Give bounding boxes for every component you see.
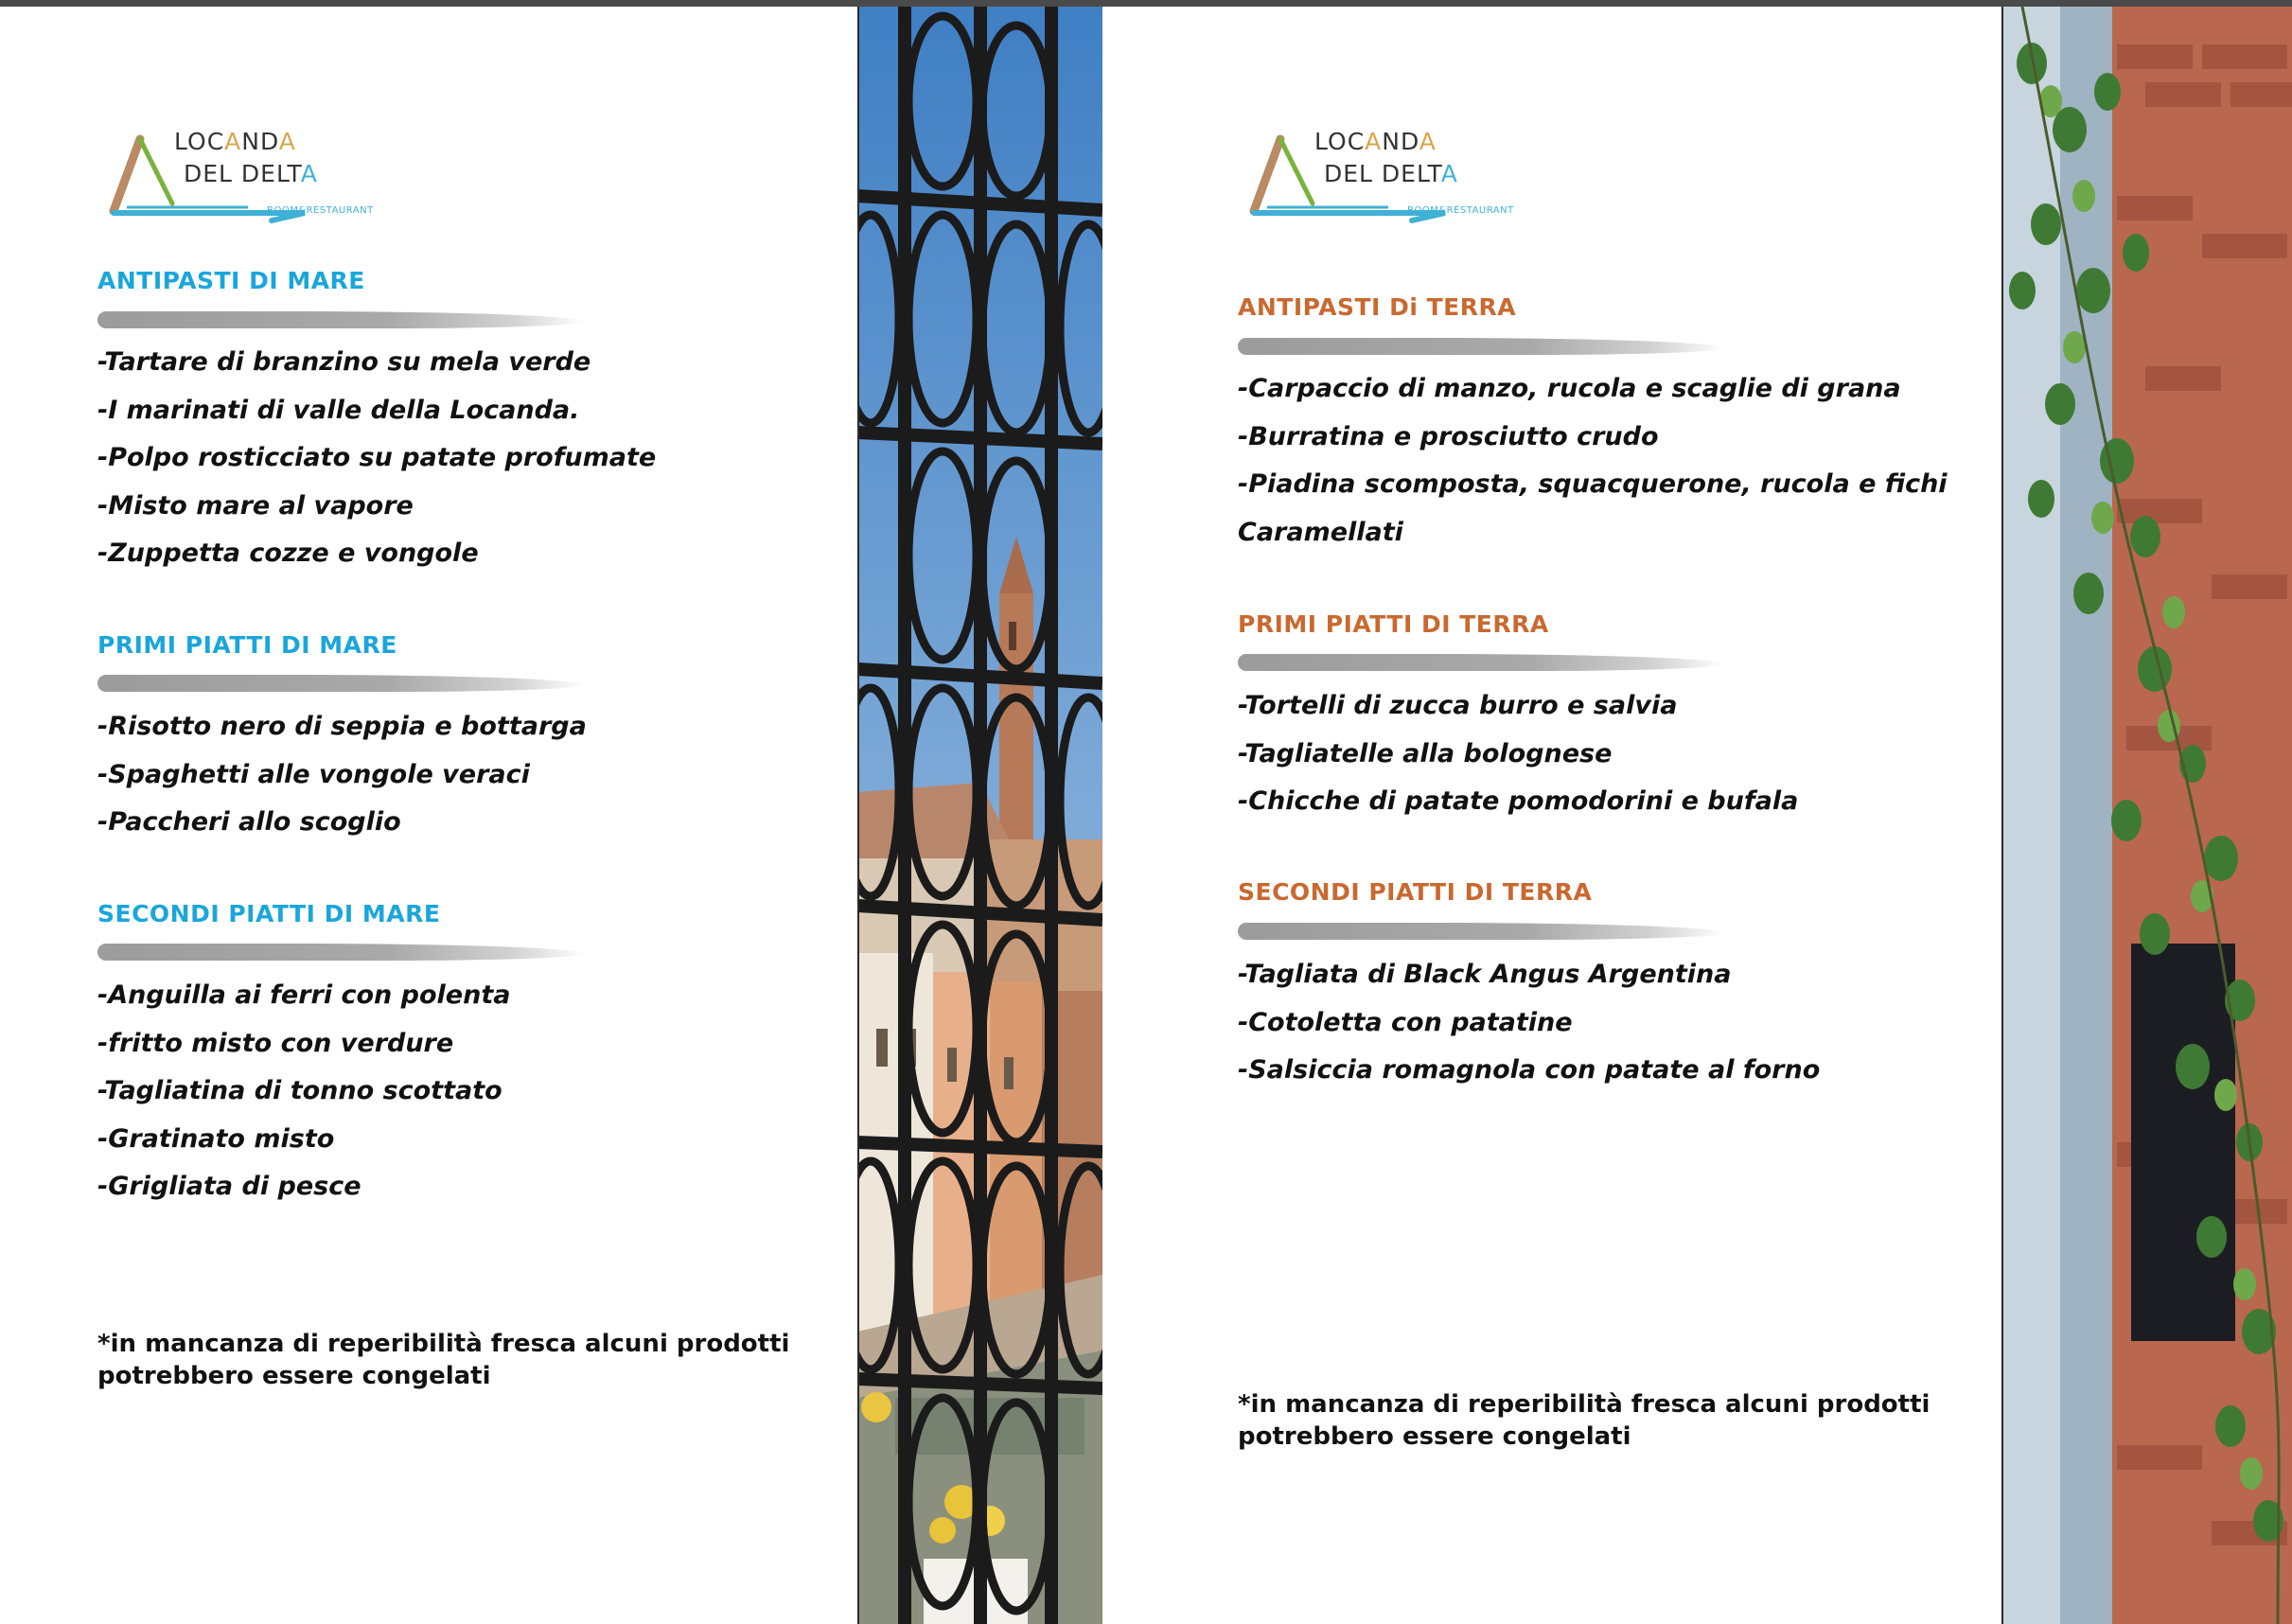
frozen-products-note xyxy=(1238,1388,1957,1453)
menu-item: -Spaghetti alle vongole veraci xyxy=(97,760,530,789)
note-line: potrebbero essere congelati xyxy=(97,1362,491,1390)
section-title-secondi-terra: SECONDI PIATTI DI TERRA xyxy=(1238,878,1593,906)
logo-text-locanda: LOCANDA xyxy=(1314,128,1437,155)
menu-item: -Burratina e prosciutto crudo xyxy=(1238,422,1659,451)
menu-item: -Grigliata di pesce xyxy=(97,1172,361,1201)
menu-item: -Tagliata di Black Angus Argentina xyxy=(1238,960,1732,989)
note-line: *in mancanza di reperibilità fresca alcuni prodotti xyxy=(1238,1390,1931,1419)
section-title-primi-terra: PRIMI PIATTI DI TERRA xyxy=(1238,610,1549,638)
menu-item: -Tortelli di zucca burro e salvia xyxy=(1238,691,1678,720)
menu-item: -Anguilla ai ferri con polenta xyxy=(97,980,511,1010)
menu-item: -Chicche di patate pomodorini e bufala xyxy=(1238,786,1799,816)
menu-item: -Salsiccia romagnola con patate al forno xyxy=(1238,1055,1821,1085)
page-edge xyxy=(857,7,859,1624)
menu-item: -Tagliatina di tonno scottato xyxy=(97,1076,502,1105)
logo-subtitle: ROOM&RESTAURANT xyxy=(267,205,374,216)
locanda-logo xyxy=(106,128,418,232)
note-line: potrebbero essere congelati xyxy=(1238,1422,1631,1451)
brush-divider xyxy=(1238,338,1725,355)
menu-item: -Tartare di branzino su mela verde xyxy=(97,347,591,377)
section-title-secondi-mare: SECONDI PIATTI DI MARE xyxy=(97,900,441,927)
menu-item: -I marinati di valle della Locanda. xyxy=(97,396,580,425)
note-line: *in mancanza di reperibilità fresca alcuni prodotti xyxy=(97,1330,790,1358)
menu-page-mare xyxy=(0,7,857,1624)
logo-text-locanda: LOCANDA xyxy=(174,128,296,155)
brush-divider xyxy=(97,944,585,961)
photo-canal-through-grille xyxy=(857,7,1102,1624)
menu-item: -Gratinato misto xyxy=(97,1124,335,1154)
menu-item: -Cotoletta con patatine xyxy=(1238,1008,1573,1037)
logo-text-del-delta: DEL DELTA xyxy=(184,160,318,187)
brush-divider xyxy=(97,311,585,328)
frozen-products-note xyxy=(97,1328,817,1392)
menu-item: -fritto misto con verdure xyxy=(97,1029,454,1058)
menu-item: -Polpo rosticciato su patate profumate xyxy=(97,443,657,472)
photo-ivy-brick-wall xyxy=(2003,7,2292,1624)
brush-divider xyxy=(1238,923,1725,940)
viewer-top-bar xyxy=(0,0,2292,7)
menu-item: -Zuppetta cozze e vongole xyxy=(97,538,479,568)
menu-item: -Misto mare al vapore xyxy=(97,491,414,521)
section-title-antipasti-mare: ANTIPASTI DI MARE xyxy=(97,267,365,294)
section-title-antipasti-terra: ANTIPASTI Di TERRA xyxy=(1238,293,1517,321)
menu-page-terra xyxy=(1102,7,2003,1624)
brush-divider xyxy=(97,675,585,692)
brush-divider xyxy=(1238,654,1725,671)
page-edge xyxy=(2001,7,2003,1624)
locanda-logo xyxy=(1246,128,1559,232)
menu-item: -Tagliatelle alla bolognese xyxy=(1238,739,1613,768)
menu-item: -Paccheri allo scoglio xyxy=(97,807,401,837)
logo-text-del-delta: DEL DELTA xyxy=(1324,160,1458,187)
menu-item: Caramellati xyxy=(1238,518,1403,547)
menu-item: -Risotto nero di seppia e bottarga xyxy=(97,712,587,741)
menu-item: -Carpaccio di manzo, rucola e scaglie di grana xyxy=(1238,374,1901,403)
logo-subtitle: ROOM&RESTAURANT xyxy=(1407,205,1514,216)
menu-item: -Piadina scomposta, squacquerone, rucola e fichi xyxy=(1238,469,1948,499)
section-title-primi-mare: PRIMI PIATTI DI MARE xyxy=(97,631,397,659)
